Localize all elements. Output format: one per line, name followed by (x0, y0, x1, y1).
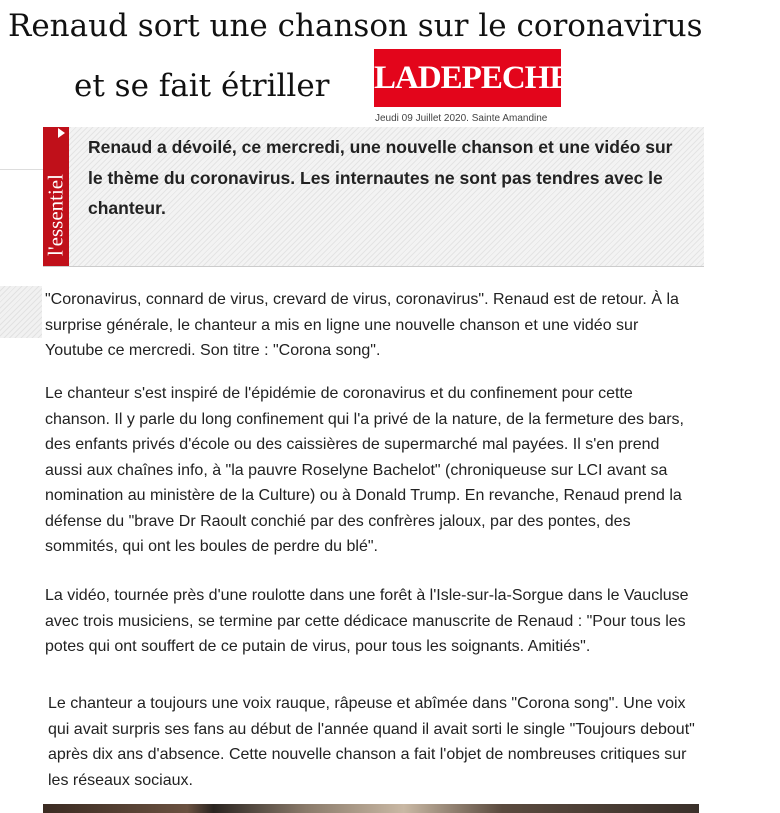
article-photo (43, 804, 699, 813)
essentiel-box (43, 127, 704, 267)
headline-line-2: et se fait étriller (74, 68, 330, 104)
essentiel-divider (43, 266, 704, 267)
article-paragraph: Le chanteur s'est inspiré de l'épidémie de coronavirus et du confinement pour cette chanson. Il y parle du long confinement qui l'a privé de la nature, de la fermeture des bars, des enfants privés d'école ou des caissières de supermarché mal payées. Il s'en prend aussi aux chaînes info, à "la pauvre Roselyne Bachelot" (chroniqueuse sur LCI avant sa nomination au ministère de la Culture) ou à Donald Trump. En revanche, Renaud prend la défense du "brave Dr Raoult conchié par des confrères jaloux, par des pontes, des sommités, qui ont les boules de perdre du blé". (45, 385, 684, 555)
essentiel-summary: Renaud a dévoilé, ce mercredi, une nouvelle chanson et une vidéo sur le thème du coronavirus. Les internautes ne sont pas tendres avec le chanteur. (88, 137, 673, 218)
dateline: Jeudi 09 Juillet 2020. Sainte Amandine (375, 113, 548, 124)
essentiel-tab (43, 127, 69, 267)
article-paragraph: Le chanteur a toujours une voix rauque, râpeuse et abîmée dans "Corona song". Une voix qui avait surpris ses fans au début de l'année quand il avait sorti le single "Toujours debout" après dix ans d'absence. Cette nouvelle chanson a fait l'objet de nombreuses critiques sur les réseaux sociaux. (48, 695, 695, 789)
arrow-right-icon (58, 128, 65, 138)
left-divider (0, 169, 43, 170)
article-paragraph: "Coronavirus, connard de virus, crevard de virus, coronavirus". Renaud est de retour. À la surprise générale, le chanteur a mis en ligne une nouvelle chanson et une vidéo sur Youtube ce mercredi. Son titre : "Corona song". (45, 291, 679, 359)
essentiel-label: l'essentiel (43, 174, 68, 256)
left-hatch-decoration (0, 286, 42, 338)
ladepeche-logo[interactable]: LADEPECHE (374, 49, 561, 107)
article-paragraph: La vidéo, tournée près d'une roulotte dans une forêt à l'Isle-sur-la-Sorgue dans le Vaucluse avec trois musiciens, se termine par cette dédicace manuscrite de Renaud : "Pour tous les potes qui ont souffert de ce putain de virus, pour tous les soignants. Amitiés". (45, 587, 689, 655)
headline-line-1: Renaud sort une chanson sur le coronavirus (8, 8, 703, 44)
